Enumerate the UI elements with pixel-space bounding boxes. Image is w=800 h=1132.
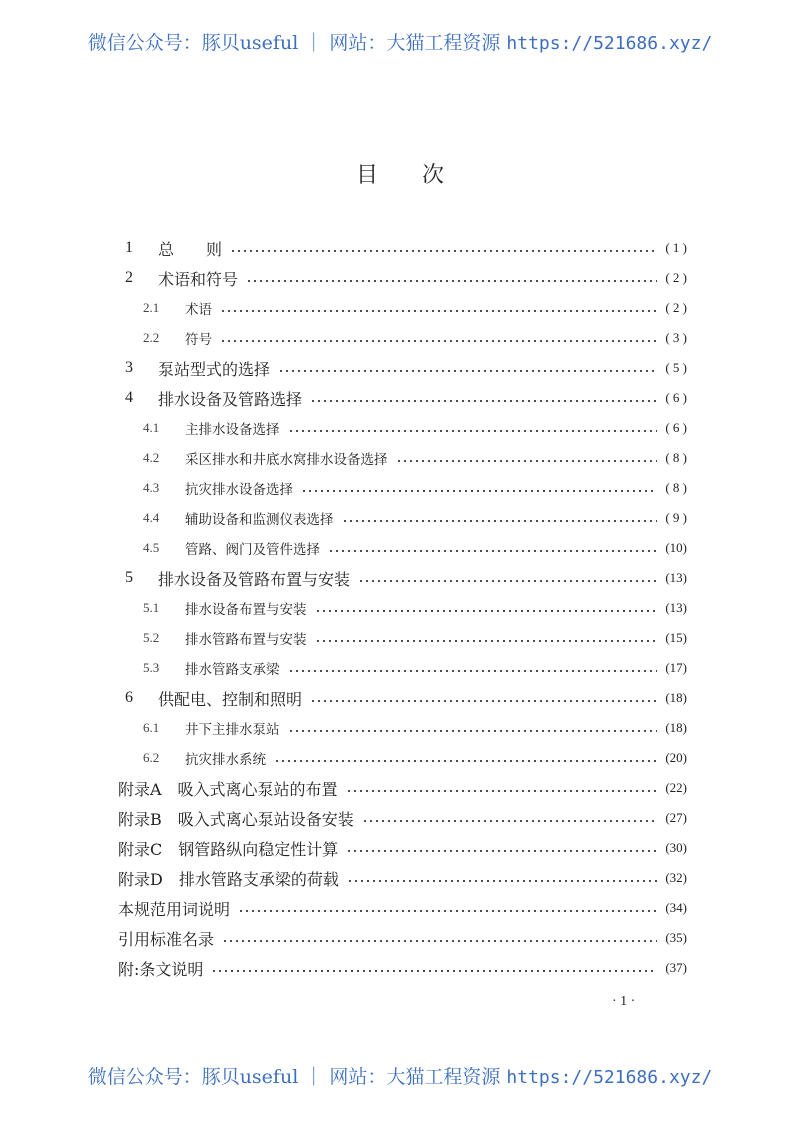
dot-leader [347, 879, 657, 883]
dot-leader [230, 249, 657, 253]
toc-entry[interactable] [143, 625, 687, 651]
toc-entry[interactable] [143, 475, 687, 501]
watermark-text: 微信公众号：豚贝useful ｜ 网站：大猫工程资源 [87, 32, 507, 54]
watermark-text: 微信公众号：豚贝useful ｜ 网站：大猫工程资源 [87, 1066, 507, 1088]
toc-entry-number: 4 [125, 389, 133, 406]
toc-entry-number: 3 [125, 359, 133, 376]
toc-entry[interactable] [143, 745, 687, 771]
toc-entry-page: (18) [665, 720, 687, 735]
toc-entry[interactable] [143, 655, 687, 681]
toc-entry-page: (13) [665, 570, 687, 585]
toc-entry-title: 排水设备及管路布置与安装 [158, 569, 351, 589]
dot-leader [346, 849, 657, 853]
dot-leader [220, 309, 657, 313]
toc-entry[interactable] [143, 715, 687, 741]
toc-entry-title: 术语 [185, 302, 212, 318]
toc-entry[interactable] [118, 835, 687, 861]
toc-entry-title: 抗灾排水设备选择 [185, 482, 293, 498]
toc-entry-number: 6.1 [143, 720, 160, 735]
toc-entry[interactable] [118, 805, 687, 831]
toc-entry-title: 排水设备及管路选择 [158, 389, 303, 409]
toc-entry-title: 附录B 吸入式离心泵站设备安装 [118, 809, 354, 829]
toc-entry-title: 排水设备布置与安装 [185, 602, 307, 618]
toc-entry-number: 4.1 [143, 420, 160, 435]
toc-entry-title: 辅助设备和监测仪表选择 [185, 512, 334, 528]
toc-entry-number: 4.3 [143, 480, 160, 495]
toc-entry[interactable] [143, 415, 687, 441]
dot-leader [346, 789, 658, 793]
toc-entry-page: ( 9 ) [665, 510, 687, 525]
toc-entry[interactable] [118, 865, 687, 891]
toc-entry-page: ( 6 ) [665, 390, 687, 405]
dot-leader [238, 909, 657, 913]
dot-leader [220, 339, 657, 343]
toc-entry-title: 排水管路布置与安装 [185, 632, 307, 648]
toc-entry-number: 5.2 [143, 630, 160, 645]
toc-entry[interactable] [118, 895, 687, 921]
toc-entry-number: 2.1 [143, 300, 160, 315]
toc-entry-page: (27) [665, 810, 687, 825]
toc-entry-page: (37) [665, 960, 687, 975]
dot-leader [315, 609, 658, 613]
toc-entry-page: (17) [665, 660, 687, 675]
watermark-url: https://521686.xyz/ [506, 1067, 713, 1088]
toc-entry-title: 排水管路支承梁 [185, 662, 280, 678]
toc-entry-title: 术语和符号 [158, 269, 239, 289]
watermark-footer [0, 1062, 800, 1089]
dot-leader [222, 939, 657, 943]
toc-entry-page: ( 5 ) [665, 360, 687, 375]
toc-entry-number: 6.2 [143, 750, 160, 765]
toc-entry[interactable] [125, 355, 687, 381]
toc-entry-number: 1 [125, 239, 133, 256]
toc-entry[interactable] [143, 445, 687, 471]
toc-entry[interactable] [143, 325, 687, 351]
toc-entry-number: 4.4 [143, 510, 160, 525]
toc-entry-title: 管路、阀门及管件选择 [185, 542, 320, 558]
toc-entry-title: 附录A 吸入式离心泵站的布置 [118, 779, 338, 799]
toc-entry[interactable] [125, 235, 687, 261]
toc-entry-title: 附:条文说明 [118, 959, 204, 979]
dot-leader [211, 969, 657, 973]
toc-entry-page: (30) [665, 840, 687, 855]
toc-entry-page: (18) [665, 690, 687, 705]
toc-entry-title: 主排水设备选择 [185, 422, 280, 438]
toc-entry-page: ( 6 ) [665, 420, 687, 435]
toc-entry-title: 总 则 [158, 239, 223, 259]
dot-leader [288, 669, 658, 673]
toc-entry-title: 本规范用词说明 [118, 899, 231, 919]
toc-entry-page: (22) [665, 780, 687, 795]
dot-leader [246, 279, 657, 283]
toc-entry[interactable] [143, 535, 687, 561]
toc-entry-title: 抗灾排水系统 [185, 752, 266, 768]
watermark-url: https://521686.xyz/ [506, 33, 713, 54]
page-title: 目次 [355, 163, 488, 188]
toc-entry-title: 附录D 排水管路支承梁的荷载 [118, 869, 339, 889]
toc-entry-number: 5 [125, 569, 133, 586]
dot-leader [396, 459, 658, 463]
toc-entry-page: ( 8 ) [665, 480, 687, 495]
toc-entry-number: 6 [125, 689, 133, 706]
toc-entry-title: 供配电、控制和照明 [158, 689, 303, 709]
dot-leader [274, 759, 657, 763]
watermark-header [0, 28, 800, 55]
toc-entry-page: ( 2 ) [665, 270, 687, 285]
dot-leader [288, 729, 658, 733]
toc-entry-page: ( 8 ) [665, 450, 687, 465]
toc-entry-title: 附录C 钢管路纵向稳定性计算 [118, 839, 339, 859]
toc-entry-title: 井下主排水泵站 [185, 722, 280, 738]
toc-entry-title: 采区排水和井底水窝排水设备选择 [185, 452, 388, 468]
page-number: · 1 · [612, 994, 636, 1009]
toc-entry-title: 引用标准名录 [118, 929, 215, 949]
toc-entry-title: 符号 [185, 332, 212, 348]
toc-entry-title: 泵站型式的选择 [158, 359, 271, 379]
dot-leader [288, 429, 658, 433]
dot-leader [310, 399, 657, 403]
dot-leader [301, 489, 657, 493]
toc-entry-page: ( 1 ) [665, 240, 687, 255]
toc-entry[interactable] [125, 265, 687, 291]
toc-entry[interactable] [143, 505, 687, 531]
toc-entry[interactable] [118, 925, 687, 951]
dot-leader [328, 549, 657, 553]
toc-entry-number: 2 [125, 269, 133, 286]
toc-entry-page: (35) [665, 930, 687, 945]
dot-leader [310, 699, 657, 703]
toc-entry-page: (34) [665, 900, 687, 915]
toc-entry-page: (10) [665, 540, 687, 555]
toc-entry[interactable] [125, 385, 687, 411]
toc-entry-page: (13) [665, 600, 687, 615]
dot-leader [315, 639, 658, 643]
dot-leader [358, 579, 657, 583]
toc-entry[interactable] [118, 955, 687, 981]
dot-leader [362, 819, 658, 823]
toc-entry-number: 2.2 [143, 330, 160, 345]
toc-entry[interactable] [143, 295, 687, 321]
toc-entry-page: (15) [665, 630, 687, 645]
toc-entry[interactable] [118, 775, 687, 801]
toc-entry-number: 5.3 [143, 660, 160, 675]
dot-leader [278, 369, 657, 373]
toc-entry[interactable] [125, 685, 687, 711]
toc-entry-page: ( 3 ) [665, 330, 687, 345]
toc-entry-number: 4.5 [143, 540, 160, 555]
dot-leader [342, 519, 658, 523]
toc-entry-number: 5.1 [143, 600, 160, 615]
toc-entry[interactable] [125, 565, 687, 591]
toc-entry-page: (32) [665, 870, 687, 885]
toc-entry-number: 4.2 [143, 450, 160, 465]
toc-entry[interactable] [143, 595, 687, 621]
toc-entry-page: (20) [665, 750, 687, 765]
toc-entry-page: ( 2 ) [665, 300, 687, 315]
